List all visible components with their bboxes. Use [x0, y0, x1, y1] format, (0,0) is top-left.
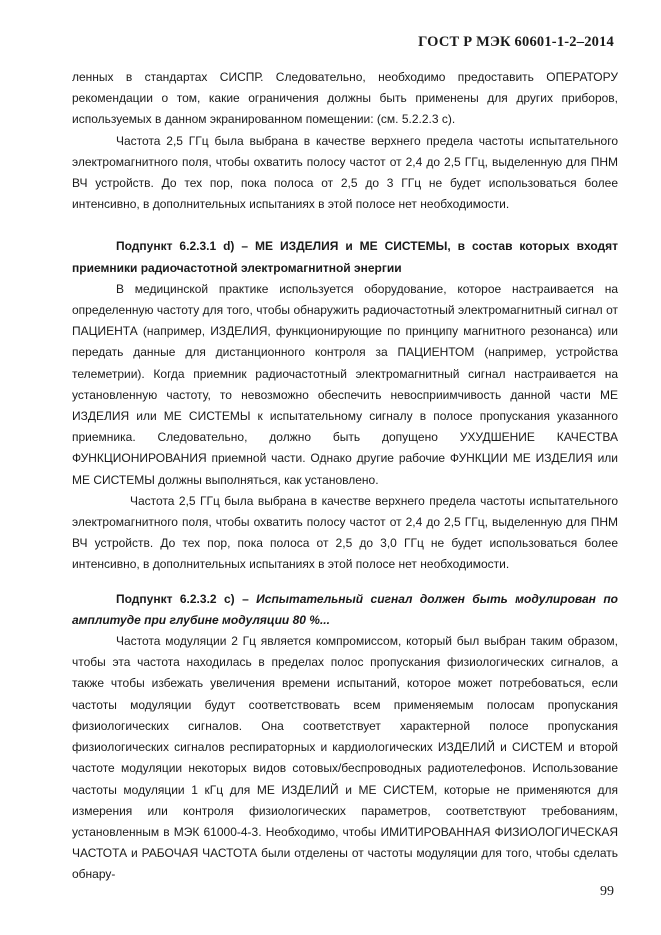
- page-content: [72, 67, 618, 886]
- paragraph-modulation-frequency: Частота модуляции 2 Гц является компромиссом, который был выбран таким образом, чтобы эта частота находилась в пределах полос пропускания физиологических сигналов, а также чтобы избежать увеличения времени испытаний, которое может потребоваться, если частоты модуляции будут соответствовать всем применяемым полосам пропускания физиологических сигналов. Она соответствует характерной полосе пропускания физиологических сигналов респираторных и кардиологических ИЗДЕЛИЙ и СИСТЕМ и второй частоте модуляции некоторых видов сотовых/беспроводных радиотелефонов. Использование частоты модуляции 1 кГц для МЕ ИЗДЕЛИЙ и МЕ СИСТЕМ, которые не применяются для измерения или контроля физиологических параметров, соответствуют требованиям, установленным в МЭК 61000-4-3. Необходимо, чтобы ИМИТИРОВАННАЯ ФИЗИОЛОГИЧЕСКАЯ ЧАСТОТА и РАБОЧАЯ ЧАСТОТА были отделены от частоты модуляции для того, чтобы сделать обнару-: [72, 634, 618, 882]
- paragraph-frequency-note-2: Частота 2,5 ГГц была выбрана в качестве верхнего предела частоты испытательного электромагнитного поля, чтобы охватить полосу частот от 2,4 до 2,5 ГГц, выделенную для ПНМ ВЧ устройств. До тех пор, пока полоса от 2,5 до 3,0 ГГц не будет использоваться более интенсивно, в дополнительных испытаниях в этой полосе нет необходимости.: [72, 493, 618, 572]
- document-header: ГОСТ Р МЭК 60601-1-2–2014: [418, 34, 614, 50]
- subclause-heading-6-2-3-1-d: Подпункт 6.2.3.1 d) – МЕ ИЗДЕЛИЯ и МЕ СИСТЕМЫ, в состав которых входят приемники радиочастотной электромагнитной энергии: [72, 239, 618, 275]
- heading-italic-text: Испытательный сигнал должен быть модулирован по амплитуде при глубине модуляции 80 %...: [72, 591, 618, 627]
- heading-prefix: Подпункт 6.2.3.2 с) –: [116, 591, 257, 606]
- subclause-heading-6-2-3-2-c: [72, 589, 618, 631]
- paragraph-continuation: ленных в стандартах СИСПР. Следовательно, необходимо предоставить ОПЕРАТОРУ рекомендации о том, какие ограничения должны быть применены для других приборов, используемых в данном экранированном помещении: (см. 5.2.2.3 с).: [72, 70, 618, 127]
- paragraph-medical-receivers: В медицинской практике используется оборудование, которое настраивается на определенную частоту для того, чтобы обнаружить радиочастотный электромагнитный сигнал от ПАЦИЕНТА (например, ИЗДЕЛИЯ, функционирующие по принципу магнитного резонанса) или передать данные для дистанционного контроля за ПАЦИЕНТОМ (например, устройства телеметрии). Когда приемник радиочастотный электромагнитный сигнал настраивается на установленную частоту, то невозможно обеспечить невосприимчивость данной части МЕ ИЗДЕЛИЯ или МЕ СИСТЕМЫ к испытательному сигналу в полосе пропускания указанного приемника. Следовательно, должно быть допущено УХУДШЕНИЕ КАЧЕСТВА ФУНКЦИОНИРОВАНИЯ приемной части. Однако другие рабочие ФУНКЦИИ МЕ ИЗДЕЛИЯ или МЕ СИСТЕМЫ должны выполняться, как установлено.: [72, 281, 618, 487]
- page-number: 99: [600, 884, 614, 899]
- paragraph-frequency-note-1: Частота 2,5 ГГц была выбрана в качестве верхнего предела частоты испытательного электромагнитного поля, чтобы охватить полосу частот от 2,4 до 2,5 ГГц, выделенную для ПНМ ВЧ устройств. До тех пор, пока полоса от 2,5 до 3 ГГц не будет использоваться более интенсивно, в дополнительных испытаниях в этой полосе нет необходимости.: [72, 133, 618, 212]
